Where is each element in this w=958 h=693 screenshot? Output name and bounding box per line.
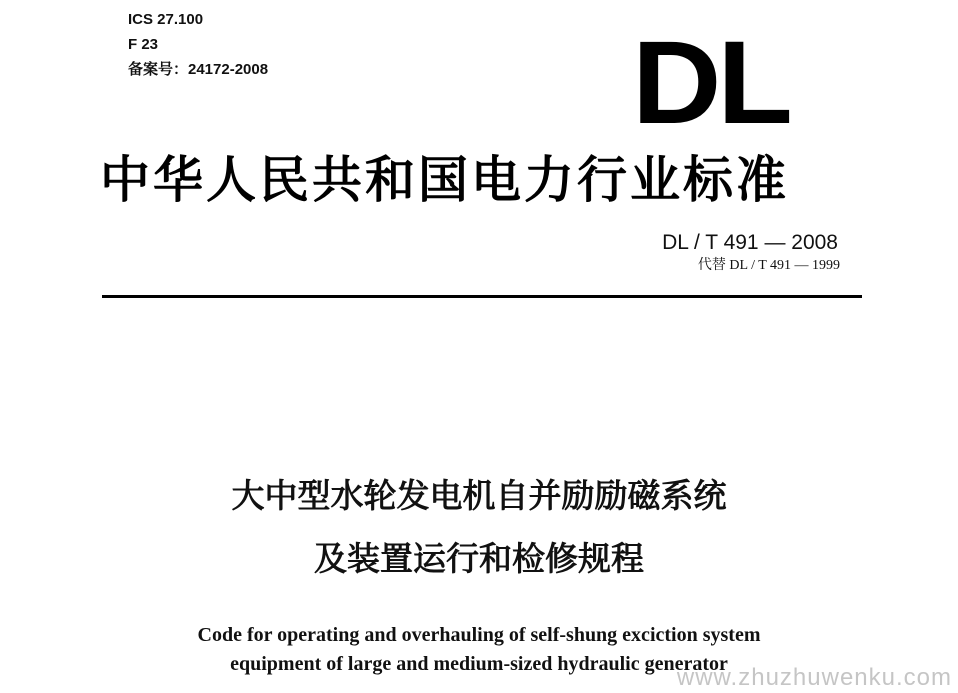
ccs-code: F 23 <box>128 36 159 53</box>
document-title-cn-line2: 及装置运行和检修规程 <box>314 539 644 578</box>
filing-number: 备案号：24172-2008 <box>128 61 269 78</box>
ics-code: ICS 27.100 <box>128 11 204 28</box>
document-title-en-line2: equipment of large and medium-sized hydraulic generator <box>230 653 728 675</box>
document-title-en-line1: Code for operating and overhauling of self-shung exciction system <box>197 624 761 646</box>
dl-logo: DL <box>632 38 789 128</box>
site-watermark: www.zhuzhuwenku.com <box>676 664 952 691</box>
standard-category-title: 中华人民共和国电力行业标准 <box>100 151 789 209</box>
standard-number: DL / T 491 — 2008 <box>662 231 838 254</box>
divider-rule <box>102 295 862 298</box>
document-title-cn-line1: 大中型水轮发电机自并励励磁系统 <box>231 476 727 515</box>
replaces-standard: 代替 DL / T 491 — 1999 <box>697 258 840 273</box>
